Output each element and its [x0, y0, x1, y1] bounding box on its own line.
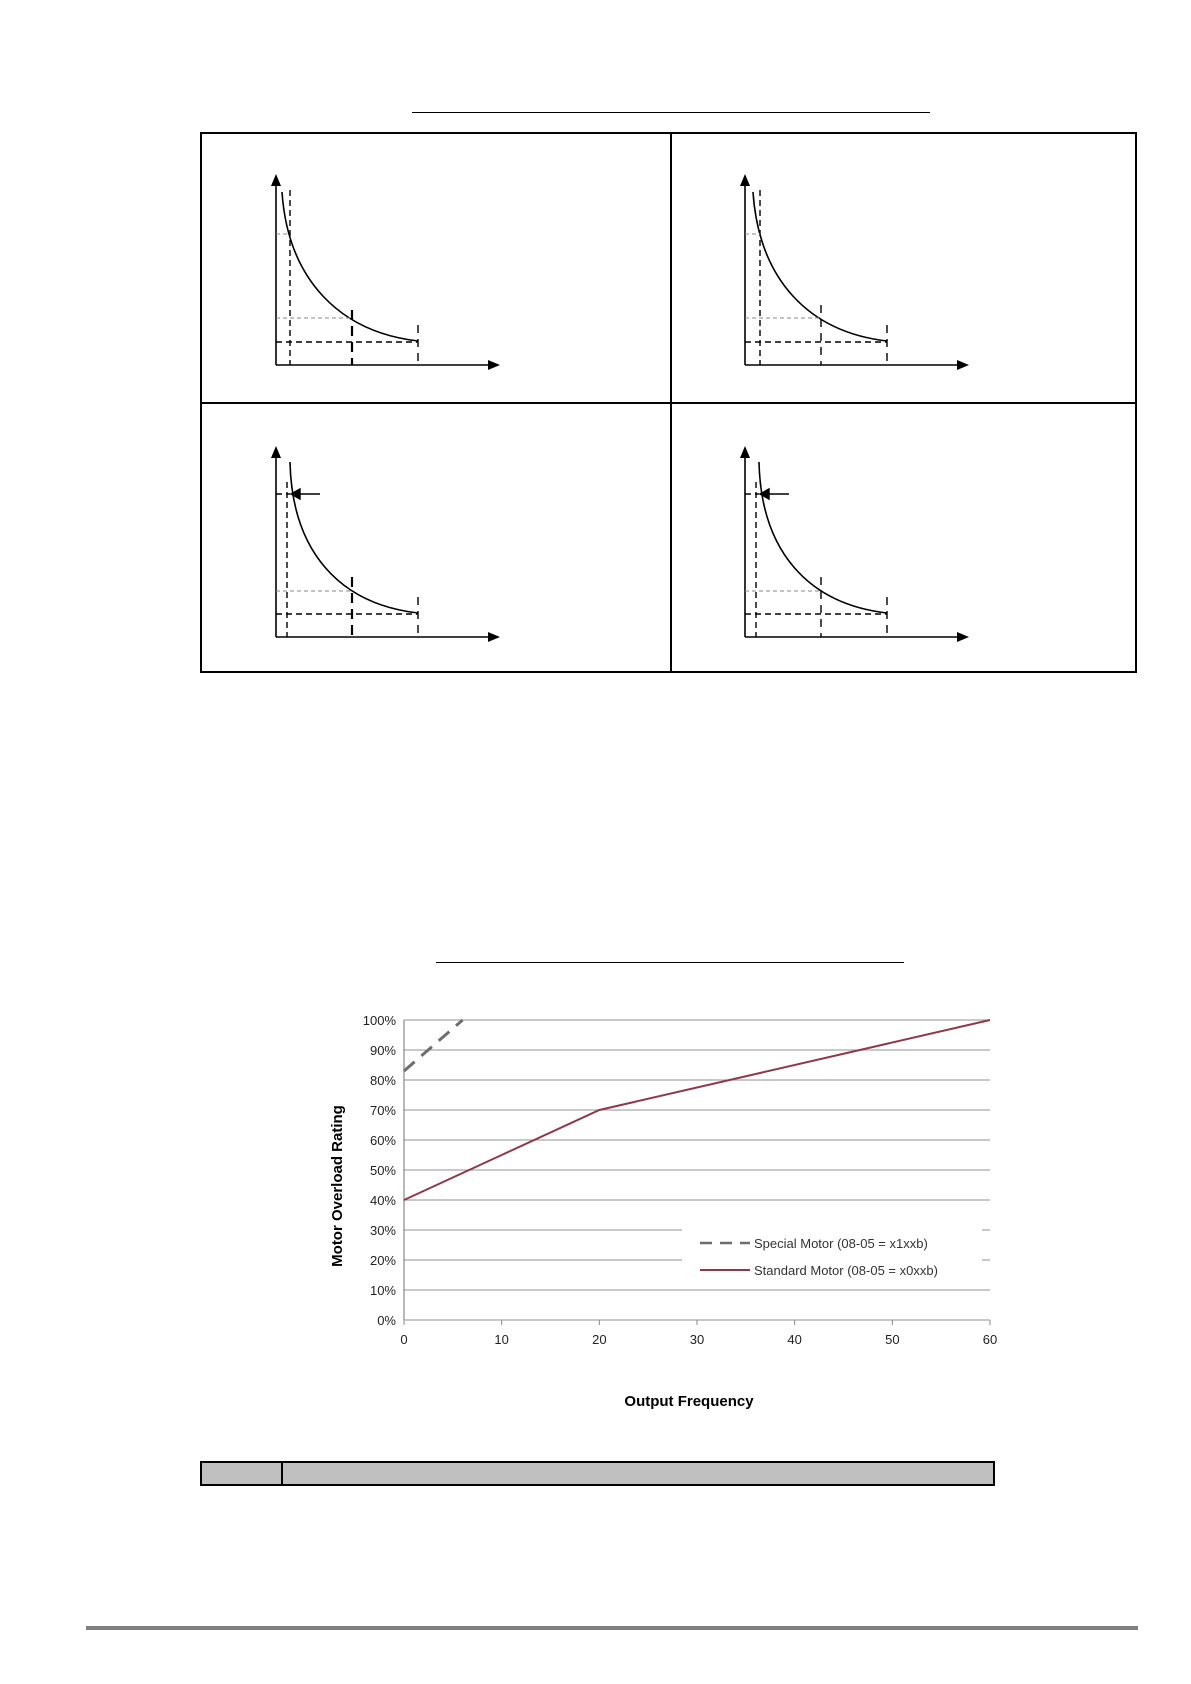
y-tick-label: 10%	[369, 1283, 396, 1298]
curve-cell-bottom-left	[260, 442, 520, 662]
x-axis-arrow	[488, 360, 500, 370]
motor-overload-chart	[320, 1010, 1000, 1410]
legend-label-standard: Standard Motor (08-05 = x0xxb)	[754, 1263, 938, 1278]
x-tick-label: 0	[400, 1332, 408, 1347]
x-tick-label: 30	[689, 1332, 705, 1347]
axes	[745, 178, 964, 365]
page-bottom-rule	[86, 1626, 1138, 1630]
series-special-motor-line	[404, 1020, 463, 1071]
overload-curve	[759, 462, 887, 613]
grid-horizontal-divider	[202, 402, 1135, 404]
y-tick-label: 100%	[362, 1013, 396, 1028]
x-tick-label: 50	[885, 1332, 900, 1347]
chart-legend	[682, 1226, 982, 1284]
y-tick-label: 20%	[369, 1253, 396, 1268]
y-axis-arrow	[271, 446, 281, 458]
pointer-arrow-icon	[760, 489, 789, 499]
x-axis-arrow	[957, 360, 969, 370]
y-tick-label: 50%	[369, 1163, 396, 1178]
x-tick-labels	[400, 1332, 997, 1347]
y-tick-label: 60%	[369, 1133, 396, 1148]
overload-curve	[282, 192, 418, 341]
x-tick-label: 10	[494, 1332, 509, 1347]
table-column-divider	[281, 1463, 283, 1484]
y-tick-label: 0%	[377, 1313, 396, 1328]
y-tick-label: 40%	[369, 1193, 396, 1208]
y-axis-arrow	[740, 446, 750, 458]
overload-curve	[753, 192, 887, 341]
y-tick-label: 90%	[369, 1043, 396, 1058]
x-tick-label: 20	[592, 1332, 607, 1347]
x-tick-label: 40	[787, 1332, 802, 1347]
curve-cell-top-left	[260, 170, 520, 390]
x-axis-arrow	[488, 632, 500, 642]
bottom-table-header	[200, 1461, 995, 1486]
curve-cell-bottom-right	[729, 442, 989, 662]
y-tick-label: 30%	[369, 1223, 396, 1238]
y-axis-arrow	[740, 174, 750, 186]
figure-heading-rule-top	[412, 112, 930, 113]
y-axis-arrow	[271, 174, 281, 186]
figure-heading-rule-chart	[436, 962, 904, 963]
y-tick-labels	[363, 1013, 397, 1328]
axes	[276, 178, 495, 365]
x-axis-arrow	[957, 632, 969, 642]
y-tick-label: 70%	[369, 1103, 396, 1118]
x-tick-label: 60	[982, 1332, 998, 1347]
x-axis-label: Output Frequency	[624, 1393, 754, 1410]
overload-curve	[290, 462, 418, 613]
y-axis-label: Motor Overload Rating	[329, 1105, 346, 1267]
pointer-arrow-icon	[291, 489, 320, 499]
y-tick-label: 80%	[369, 1073, 396, 1088]
curve-cell-top-right	[729, 170, 989, 390]
legend-label-special: Special Motor (08-05 = x1xxb)	[754, 1236, 928, 1251]
